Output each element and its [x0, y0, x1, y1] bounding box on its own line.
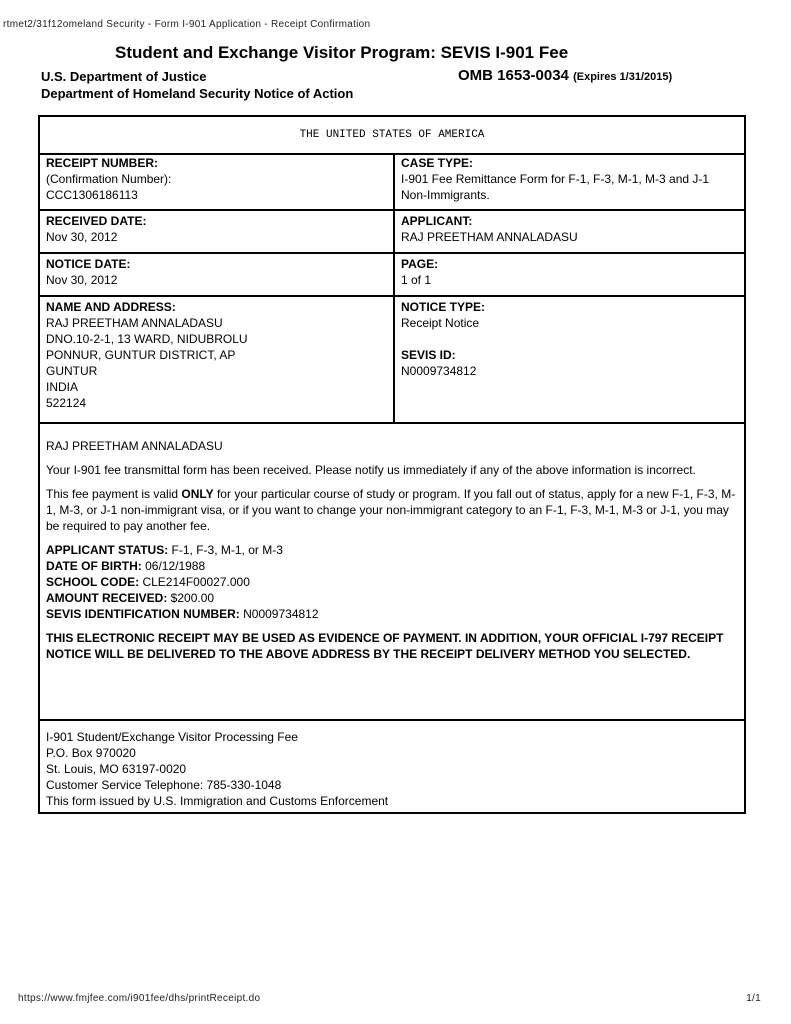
case-type-value: I-901 Fee Remittance Form for F-1, F-3, M-1, M-3 and J-1 Non-Immigrants.	[401, 172, 710, 202]
omb-expires: (Expires 1/31/2015)	[573, 71, 673, 83]
address-line: RAJ PREETHAM ANNALADASU	[46, 316, 223, 330]
case-type-label: CASE TYPE:	[401, 156, 474, 170]
address-line: DNO.10-2-1, 13 WARD, NIDUBROLU	[46, 332, 248, 346]
row-notice-date	[40, 254, 744, 297]
detail-date-of-birth	[46, 558, 738, 574]
browser-header: rtmet2/31f12omeland Security - Form I-901 Application - Receipt Confirmation	[3, 19, 371, 30]
detail-school-code	[46, 574, 738, 590]
footer-line: P.O. Box 970020	[46, 746, 136, 760]
footer-line: This form issued by U.S. Immigration and Customs Enforcement	[46, 794, 389, 808]
notice-date-value: Nov 30, 2012	[46, 273, 118, 287]
detail-value: 06/12/1988	[141, 559, 206, 573]
notice-type-label: NOTICE TYPE:	[401, 300, 486, 314]
footer-line: Customer Service Telephone: 785-330-1048	[46, 778, 282, 792]
page-title: Student and Exchange Visitor Program: SEVIS I-901 Fee	[115, 43, 569, 62]
detail-applicant-status	[46, 542, 738, 558]
omb-number-text: OMB 1653-0034	[458, 67, 569, 84]
detail-amount-received	[46, 590, 738, 606]
footer-line: I-901 Student/Exchange Visitor Processing Fee	[46, 730, 298, 744]
sevis-id-label: SEVIS ID:	[401, 348, 456, 362]
detail-value: N0009734812	[239, 607, 319, 621]
detail-label: DATE OF BIRTH:	[46, 559, 142, 573]
detail-sevis-identification-number	[46, 606, 738, 622]
detail-value: CLE214F00027.000	[139, 575, 250, 589]
agency-line-1: U.S. Department of Justice	[41, 69, 207, 84]
body-paragraph-2	[46, 486, 738, 534]
page-label: PAGE:	[401, 257, 439, 271]
notice-date-cell	[40, 254, 395, 295]
detail-label: APPLICANT STATUS:	[46, 543, 169, 557]
address-line: 522124	[46, 396, 87, 410]
page-cell	[395, 254, 744, 295]
received-date-label: RECEIVED DATE:	[46, 214, 147, 228]
receipt-number-value: CCC1306186113	[46, 188, 138, 202]
spacer	[401, 331, 738, 347]
receipt-number-cell	[40, 153, 395, 209]
para2-pre: This fee payment is valid	[46, 487, 182, 501]
name-address-label: NAME AND ADDRESS:	[46, 300, 176, 314]
row-received	[40, 211, 744, 254]
details-list	[46, 542, 738, 622]
evidence-notice: THIS ELECTRONIC RECEIPT MAY BE USED AS EVIDENCE OF PAYMENT. IN ADDITION, YOUR OFFICIAL I-797 RECEIPT NOTICE WILL BE DELIVERED TO THE ABOVE ADDRESS BY THE RECEIPT DELIVERY METHOD YOU SELECTED.	[46, 631, 724, 661]
receipt-number-label: RECEIPT NUMBER:	[46, 156, 159, 170]
notice-body	[40, 424, 744, 721]
notice-form	[38, 115, 746, 814]
page-value: 1 of 1	[401, 273, 432, 287]
received-date-value: Nov 30, 2012	[46, 230, 118, 244]
name-address-cell	[40, 297, 395, 422]
print-page-count: 1/1	[746, 993, 761, 1004]
applicant-cell	[395, 211, 744, 252]
notice-type-cell	[395, 297, 744, 422]
row-receipt	[40, 153, 744, 211]
processing-center-info	[40, 721, 744, 817]
address-line: GUNTUR	[46, 364, 98, 378]
applicant-label: APPLICANT:	[401, 214, 473, 228]
footer-line: St. Louis, MO 63197-0020	[46, 762, 187, 776]
body-paragraph-1: Your I-901 fee transmittal form has been received. Please notify us immediately if any of the above information is incorrect.	[46, 463, 696, 477]
receipt-number-sub: (Confirmation Number):	[46, 172, 172, 186]
print-url: https://www.fmjfee.com/i901fee/dhs/printReceipt.do	[18, 993, 261, 1004]
agency-line-2: Department of Homeland Security Notice of Action	[41, 86, 354, 101]
notice-type-value: Receipt Notice	[401, 316, 480, 330]
country-heading: THE UNITED STATES OF AMERICA	[40, 117, 744, 155]
detail-label: AMOUNT RECEIVED:	[46, 591, 168, 605]
para2-bold: ONLY	[181, 487, 214, 501]
detail-value: $200.00	[167, 591, 215, 605]
notice-date-label: NOTICE DATE:	[46, 257, 131, 271]
case-type-cell	[395, 153, 744, 209]
detail-label: SCHOOL CODE:	[46, 575, 140, 589]
body-applicant-name: RAJ PREETHAM ANNALADASU	[46, 439, 223, 453]
omb-number	[458, 67, 672, 84]
applicant-value: RAJ PREETHAM ANNALADASU	[401, 230, 578, 244]
address-line: PONNUR, GUNTUR DISTRICT, AP	[46, 348, 236, 362]
detail-label: SEVIS IDENTIFICATION NUMBER:	[46, 607, 240, 621]
para2-post: for your particular course of study or program. If you fall out of status, apply for a new F-1, F-3, M-1, M-3, or J-1 non-immigrant visa, or if you want to change your non-immigrant category to an F-1, F-3, M-1, M-3 or J-1, you may be required to pay another fee.	[46, 487, 736, 533]
sevis-id-value: N0009734812	[401, 364, 477, 378]
received-date-cell	[40, 211, 395, 252]
address-line: INDIA	[46, 380, 79, 394]
row-address	[40, 297, 744, 424]
detail-value: F-1, F-3, M-1, or M-3	[168, 543, 283, 557]
